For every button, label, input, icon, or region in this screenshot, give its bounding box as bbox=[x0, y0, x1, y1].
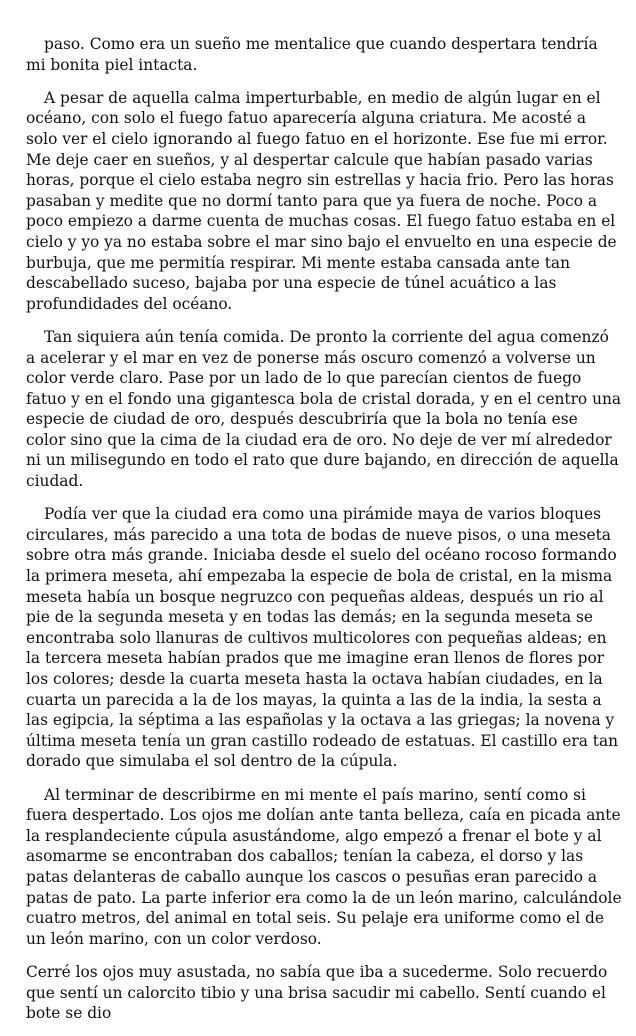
paragraph: paso. Como era un sueño me mentalice que cuando despertara tendría mi bonita piel intacta. bbox=[26, 35, 598, 74]
paragraph: A pesar de aquella calma imperturbable, en medio de algún lugar en el océano, con solo el fuego fatuo aparecería alguna criatura. Me acosté a solo ver el cielo ignorando al fuego fatuo en el horizonte. Ese fue mi error. Me deje caer en sueños, y al despertar calcule que habían pasado varias horas, porque el cielo estaba negro sin estrellas y hacia frio. Pero las horas pasaban y medite que no dormí tanto para que ya fuera de noche. Poco a poco empiezo a darme cuenta de muchas cosas. El fuego fatuo estaba en el cielo y yo ya no estaba sobre el mar sino bajo el envuelto en una especie de burbuja, que me permitía respirar. Mi mente estaba cansada ante tan descabellado suceso, bajaba por una especie de túnel acuático a las profundidades del océano. bbox=[26, 88, 617, 313]
paragraph: Tan siquiera aún tenía comida. De pronto la corriente del agua comenzó a acelerar y el mar en vez de ponerse más oscuro comenzó a volverse un color verde claro. Pase por un lado de lo que parecían cientos de fuego fatuo y en el fondo una gigantesca bola de cristal dorada, y en el centro una especie de ciudad de oro, después descubriría que la bola no tenía ese color sino que la cima de la ciudad era de oro. No deje de ver mí alrededor ni un milisegundo en todo el rato que dure bajando, en dirección de aquella ciudad. bbox=[26, 327, 622, 491]
body-text bbox=[26, 34, 622, 1036]
paragraph: Al terminar de describirme en mi mente el país marino, sentí como si fuera despertado. Los ojos me dolían ante tanta belleza, caía en picada ante la resplandeciente cúpula asustándome, algo empezó a frenar el bote y al asomarme se encontraban dos caballos; tenían la cabeza, el dorso y las patas delanteras de caballo aunque los cascos o pesuñas eran parecido a patas de pato. La parte inferior era como la de un león marino, calculándole cuatro metros, del animal en total seis. Su pelaje era uniforme como el de un león marino, con un color verdoso. bbox=[26, 785, 622, 948]
paragraph: Podía ver que la ciudad era como una pirámide maya de varios bloques circulares, más parecido a una tota de bodas de nueve pisos, o una meseta sobre otra más grande. Iniciaba desde el suelo del océano rocoso formando la primera meseta, ahí empezaba la especie de bola de cristal, en la misma meseta había un bosque negruzco con pequeñas aldeas, después un rio al pie de la segunda meseta y en todas las demás; en la segunda meseta se encontraba solo llanuras de cultivos multicolores con pequeñas aldeas; en la tercera meseta habían prados que me imagine eran llenos de flores por los colores; desde la cuarta meseta hasta la octava habían ciudades, en la cuarta un parecida a la de los mayas, la quinta a las de la india, la sesta a las egipcia, la séptima a las españolas y la octava a las griegas; la novena y última meseta tenía un gran castillo rodeado de estatuas. El castillo era tan dorado que simulaba el sol dentro de la cúpula. bbox=[26, 505, 619, 771]
paragraph: Cerré los ojos muy asustada, no sabía que iba a sucederme. Solo recuerdo que sentí un calorcito tibio y una brisa sacudir mi cabello. Sentí cuando el bote se dio bbox=[26, 962, 608, 1023]
